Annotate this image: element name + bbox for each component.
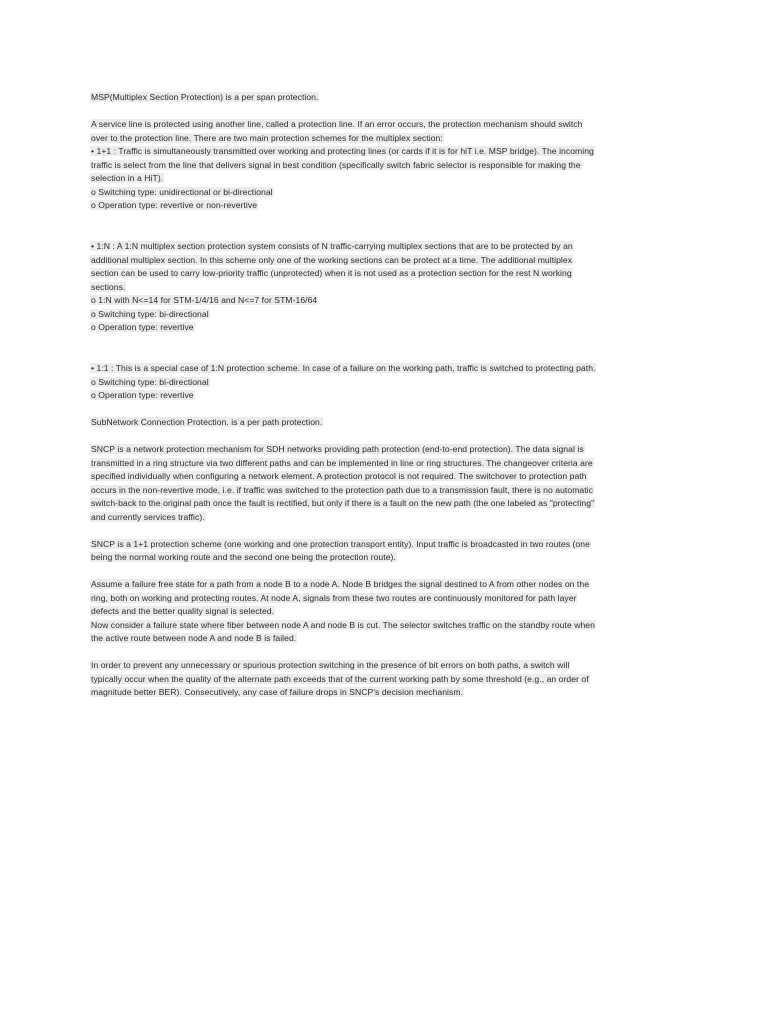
text-line-content: transmitted in a ring structure via two different paths and can be implemented in line or ring structures. The changeover criteria are bbox=[91, 457, 593, 468]
text-line-content: o Switching type: bi-directional bbox=[91, 308, 209, 319]
paragraph-sncp-desc bbox=[90, 443, 672, 524]
paragraph-one-to-n bbox=[90, 240, 672, 335]
text-line-content: being the normal working route and the second one being the protection route). bbox=[91, 552, 396, 562]
text-line bbox=[90, 186, 672, 200]
paragraph-sncp-threshold bbox=[90, 659, 672, 700]
text-line-content: A service line is protected using another line, called a protection line. If an error occurs, the protection mechanism should switch bbox=[91, 119, 583, 129]
text-line bbox=[90, 659, 672, 673]
text-line bbox=[90, 605, 672, 619]
text-line bbox=[90, 362, 672, 376]
text-line bbox=[90, 281, 672, 295]
paragraph-msp-title bbox=[90, 91, 672, 105]
text-line-content: SNCP is a network protection mechanism for SDH networks providing path protection (end-to-end protection). The data signal is bbox=[91, 444, 584, 454]
paragraph-spacer bbox=[90, 646, 672, 660]
document-body bbox=[90, 91, 672, 700]
text-line-content: • 1+1 : Traffic is simultaneously transmitted over working and protecting lines (or cards if it is for hiT i.e. MSP bridge). The incoming bbox=[91, 146, 594, 156]
paragraph-spacer bbox=[90, 430, 672, 444]
text-line-content: Now consider a failure state where fiber between node A and node B is cut. The selector switches traffic on the standby route when bbox=[91, 619, 595, 630]
paragraph-spacer bbox=[90, 524, 672, 538]
text-line-content: section can be used to carry low-priority traffic (unprotected) when it is not used as a protection section for the rest N working bbox=[91, 268, 572, 278]
text-line-content: typically occur when the quality of the alternate path exceeds that of the current working path by some threshold (e.g., an order of bbox=[91, 673, 589, 684]
paragraph-spacer bbox=[90, 403, 672, 417]
text-line-content: o Switching type: bi-directional bbox=[91, 376, 209, 387]
text-line-content: • 1:N : A 1:N multiplex section protection system consists of N traffic-carrying multiplex sections that are to be protected by an bbox=[91, 241, 573, 251]
text-line-content: o 1:N with N<=14 for STM-1/4/16 and N<=7 for STM-16/64 bbox=[91, 295, 318, 305]
text-line-content: additional multiplex section. In this scheme only one of the working sections can be protect at a time. The additional multiplex bbox=[91, 254, 573, 265]
text-line bbox=[90, 172, 672, 186]
paragraph-spacer bbox=[90, 105, 672, 119]
text-line bbox=[90, 321, 672, 335]
text-line-content: Assume a failure free state for a path from a node B to a node A. Node B bridges the signal destined to A from other nodes on the bbox=[91, 579, 590, 589]
text-line-content: SNCP is a 1+1 protection scheme (one working and one protection transport entity). Input traffic is broadcasted in two routes (one bbox=[91, 538, 590, 549]
text-line-content: MSP(Multiplex Section Protection) is a per span protection. bbox=[91, 92, 319, 102]
text-line bbox=[90, 118, 672, 132]
paragraph-sncp-failure bbox=[90, 578, 672, 646]
text-line bbox=[90, 632, 672, 646]
paragraph-spacer bbox=[90, 213, 672, 241]
text-line-content: occurs in the non-revertive mode, i.e. if traffic was switched to the protection path due to a transmission fault, there is no automatic bbox=[91, 484, 593, 495]
text-line bbox=[90, 673, 672, 687]
text-line bbox=[90, 686, 672, 700]
text-line-content: magnitude better BER). Consecutively, any case of failure drops in SNCP's decision mechanism. bbox=[91, 687, 464, 697]
text-line-content: o Operation type: revertive or non-revertive bbox=[91, 200, 258, 210]
text-line bbox=[90, 145, 672, 159]
text-line bbox=[90, 132, 672, 146]
text-line-content: o Operation type: revertive bbox=[91, 390, 194, 400]
text-line bbox=[90, 294, 672, 308]
paragraph-msp-intro bbox=[90, 118, 672, 213]
text-line-content: traffic is select from the line that delivers signal in best condition (specifically switch fabric selector is responsible for making the bbox=[91, 159, 581, 170]
text-line-content: over to the protection line. There are two main protection schemes for the multiplex section: bbox=[91, 132, 443, 143]
text-line-content: • 1:1 : This is a special case of 1:N protection scheme. In case of a failure on the working path, traffic is switched to protecting path. bbox=[91, 363, 596, 373]
text-line bbox=[90, 497, 672, 511]
text-line bbox=[90, 308, 672, 322]
text-line-content: defects and the better quality signal is selected. bbox=[91, 606, 275, 616]
text-line bbox=[90, 91, 672, 105]
paragraph-sncp-title bbox=[90, 416, 672, 430]
text-line bbox=[90, 389, 672, 403]
paragraph-spacer bbox=[90, 335, 672, 363]
text-line bbox=[90, 240, 672, 254]
text-line-content: o Operation type: revertive bbox=[91, 322, 194, 332]
text-line bbox=[90, 470, 672, 484]
text-line bbox=[90, 484, 672, 498]
text-line bbox=[90, 199, 672, 213]
text-line bbox=[90, 457, 672, 471]
text-line bbox=[90, 443, 672, 457]
paragraph-spacer bbox=[90, 565, 672, 579]
text-line bbox=[90, 254, 672, 268]
text-line-content: sections. bbox=[91, 281, 126, 292]
text-line-content: SubNetwork Connection Protection. is a per path protection. bbox=[91, 417, 323, 427]
text-line-content: ring, both on working and protecting routes. At node A, signals from these two routes are continuously monitored for path layer bbox=[91, 592, 577, 603]
text-line bbox=[90, 159, 672, 173]
text-line-content: o Switching type: unidirectional or bi-directional bbox=[91, 186, 273, 197]
text-line bbox=[90, 592, 672, 606]
text-line bbox=[90, 619, 672, 633]
text-line bbox=[90, 551, 672, 565]
paragraph-one-to-one bbox=[90, 362, 672, 403]
text-line-content: and currently services traffic). bbox=[91, 511, 205, 522]
text-line-content: specified individually when configuring a network element. A protection protocol is not required. The switchover to protection path bbox=[91, 471, 587, 481]
text-line bbox=[90, 376, 672, 390]
text-line-content: switch-back to the original path once the fault is rectified, but only if there is a fault on the new path (the one labeled as "protecting" bbox=[91, 498, 595, 508]
text-line bbox=[90, 511, 672, 525]
text-line bbox=[90, 416, 672, 430]
paragraph-sncp-1plus1 bbox=[90, 538, 672, 565]
text-line-content: the active route between node A and node B is failed. bbox=[91, 633, 297, 643]
text-line bbox=[90, 267, 672, 281]
text-line bbox=[90, 578, 672, 592]
text-line-content: selection in a HiT). bbox=[91, 173, 164, 183]
text-line-content: In order to prevent any unnecessary or spurious protection switching in the presence of bit errors on both paths, a switch will bbox=[91, 660, 570, 670]
text-line bbox=[90, 538, 672, 552]
